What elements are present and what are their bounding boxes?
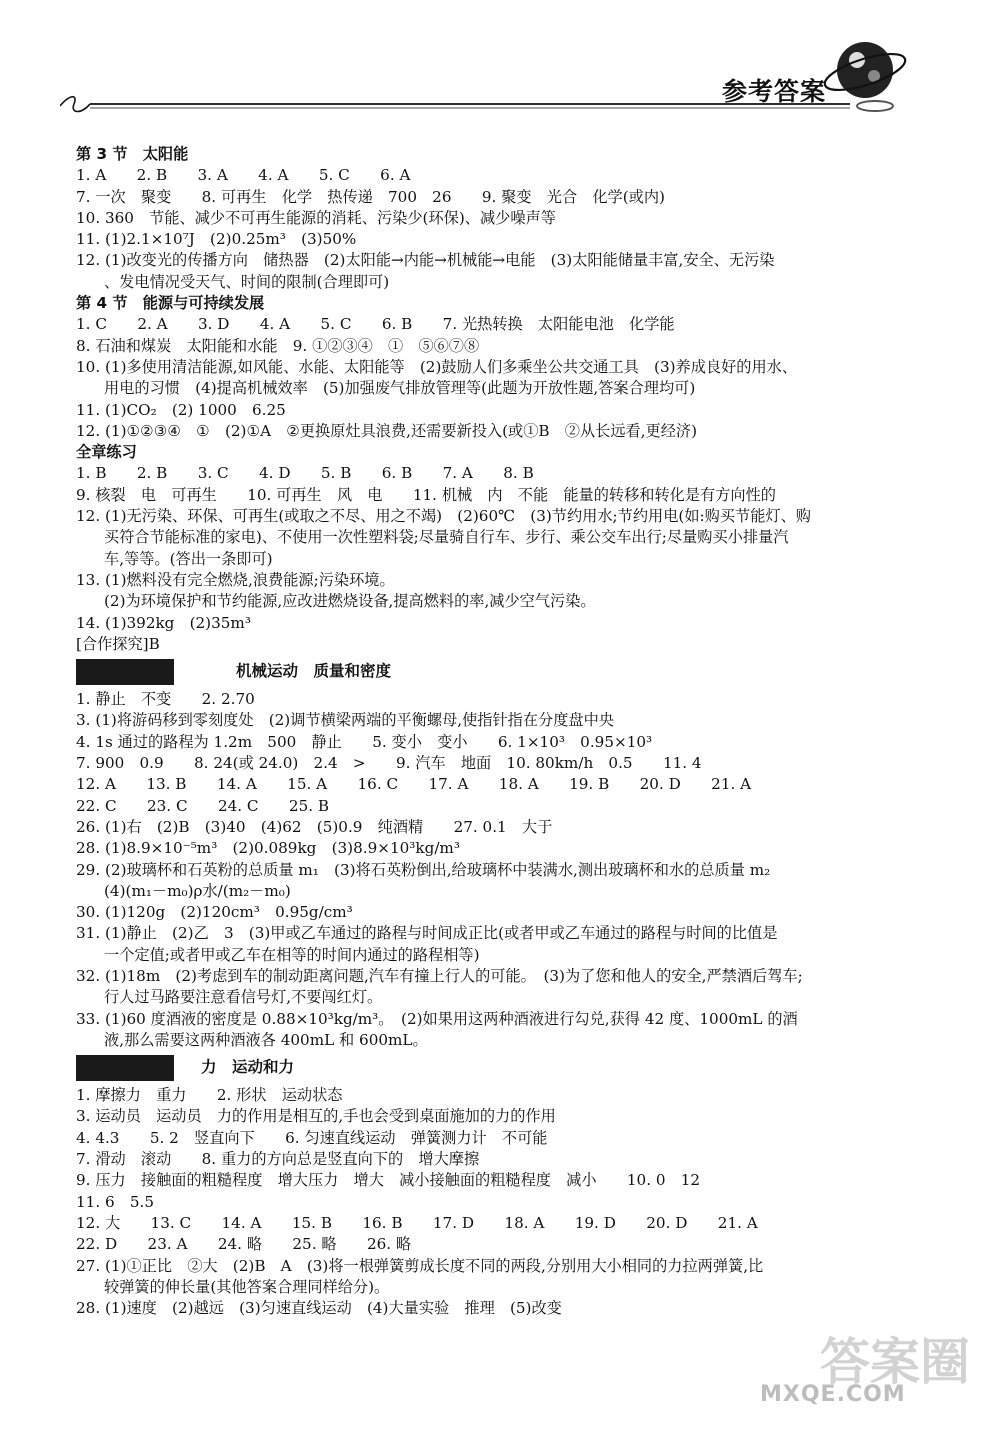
header-title: 参考答案 bbox=[722, 77, 827, 106]
section-heading: 第 4 节 能源与可持续发展 bbox=[76, 294, 265, 313]
answer-line: 行人过马路要注意看信号灯,不要闯红灯。 bbox=[104, 988, 383, 1007]
answer-line: 较弹簧的伸长量(其他答案合理同样给分)。 bbox=[104, 1277, 390, 1296]
answer-line: 4. 1s 通过的路程为 1.2m 500 静止 5. 变小 变小 6. 1×10³ 0.95×10³ bbox=[76, 732, 653, 751]
chapter-banner bbox=[76, 1051, 906, 1085]
answer-line: 22. C 23. C 24. C 25. B bbox=[76, 796, 330, 815]
answer-line: 8. 石油和煤炭 太阳能和水能 9. ①②③④ ① ⑤⑥⑦⑧ bbox=[76, 336, 480, 355]
answer-line: 28. (1)速度 (2)越远 (3)匀速直线运动 (4)大量实验 推理 (5)改变 bbox=[76, 1299, 562, 1318]
answer-line: 12. A 13. B 14. A 15. A 16. C 17. A 18. A 19. B 20. D 21. A bbox=[76, 775, 752, 794]
answer-line: 1. B 2. B 3. C 4. D 5. B 6. B 7. A 8. B bbox=[76, 464, 534, 483]
answer-line: 车,等等。(答出一条即可) bbox=[104, 549, 273, 568]
answer-line: 11. 6 5.5 bbox=[76, 1192, 154, 1211]
answer-line: 28. (1)8.9×10⁻⁵m³ (2)0.089kg (3)8.9×10³kg/m³ bbox=[76, 839, 460, 858]
page-header bbox=[0, 0, 1000, 140]
answer-line: 12. 大 13. C 14. A 15. B 16. B 17. D 18. A 19. D 20. D 21. A bbox=[76, 1213, 758, 1232]
chapter-banner bbox=[76, 655, 906, 689]
globe-icon bbox=[820, 28, 910, 118]
answer-line: 11. (1)CO₂ (2) 1000 6.25 bbox=[76, 400, 286, 419]
answer-line: 用电的习惯 (4)提高机械效率 (5)加强废气排放管理等(此题为开放性题,答案合理均可) bbox=[104, 379, 696, 398]
answer-line: 1. 摩擦力 重力 2. 形状 运动状态 bbox=[76, 1086, 343, 1105]
answer-line: 13. (1)燃料没有完全燃烧,浪费能源;污染环境。 bbox=[76, 570, 395, 589]
answer-line: 一个定值;或者甲或乙车在相等的时间内通过的路程相等) bbox=[104, 945, 480, 964]
answer-line: 7. 滑动 滚动 8. 重力的方向总是竖直向下的 增大摩擦 bbox=[76, 1150, 480, 1169]
answer-line: 10. (1)多使用清洁能源,如风能、水能、太阳能等 (2)鼓励人们多乘坐公共交通工具 (3)养成良好的用水、 bbox=[76, 357, 798, 376]
answer-line: 22. D 23. A 24. 略 25. 略 26. 略 bbox=[76, 1235, 412, 1254]
answer-line: (4)(m₁－m₀)ρ水/(m₂－m₀) bbox=[104, 881, 291, 900]
answer-line: 7. 900 0.9 8. 24(或 24.0) 2.4 > 9. 汽车 地面 10. 80km/h 0.5 11. 4 bbox=[76, 754, 702, 773]
answer-line: 1. C 2. A 3. D 4. A 5. C 6. B 7. 光热转换 太阳能电池 化学能 bbox=[76, 315, 675, 334]
answer-line: 30. (1)120g (2)120cm³ 0.95g/cm³ bbox=[76, 903, 353, 922]
answer-line: 26. (1)右 (2)B (3)40 (4)62 (5)0.9 纯酒精 27. 0.1 大于 bbox=[76, 817, 553, 836]
answer-line: 27. (1)①正比 ②大 (2)B A (3)将一根弹簧剪成长度不同的两段,分别用大小相同的力拉两弹簧,比 bbox=[76, 1256, 764, 1275]
answer-line: 10. 360 节能、减少不可再生能源的消耗、污染少(环保)、减少噪声等 bbox=[76, 208, 556, 227]
chapter-title: 机械运动 质量和密度 bbox=[236, 662, 392, 681]
answer-line: 液,那么需要这两种酒液各 400mL 和 600mL。 bbox=[104, 1030, 428, 1049]
answer-line: 4. 4.3 5. 2 竖直向下 6. 匀速直线运动 弹簧测力计 不可能 bbox=[76, 1128, 548, 1147]
answer-line: 12. (1)改变光的传播方向 储热器 (2)太阳能→内能→机械能→电能 (3)太阳能储量丰富,安全、无污染 bbox=[76, 251, 775, 270]
answer-line: 1. 静止 不变 2. 2.70 bbox=[76, 690, 255, 709]
answer-line: 12. (1)①②③④ ① (2)①A ②更换原灶具浪费,还需要新投入(或①B ②从长远看,更经济) bbox=[76, 421, 698, 440]
answer-line: 29. (2)玻璃杯和石英粉的总质量 m₁ (3)将石英粉倒出,给玻璃杯中装满水,测出玻璃杯和水的总质量 m₂ bbox=[76, 860, 771, 879]
answer-line: 7. 一次 聚变 8. 可再生 化学 热传递 700 26 9. 聚变 光合 化学(或内) bbox=[76, 187, 665, 206]
watermark-logo: 答案圈 bbox=[820, 1333, 970, 1391]
answer-content bbox=[76, 144, 906, 1319]
answer-line: 9. 核裂 电 可再生 10. 可再生 风 电 11. 机械 内 不能 能量的转移和转化是有方向性的 bbox=[76, 485, 776, 504]
watermark-site: MXQE.COM bbox=[760, 1382, 906, 1407]
answer-line: [合作探究]B bbox=[76, 634, 160, 653]
chapter-banner-bar bbox=[76, 1055, 174, 1081]
answer-line: 12. (1)无污染、环保、可再生(或取之不尽、用之不竭) (2)60℃ (3)节约用水;节约用电(如:购买节能灯、购 bbox=[76, 507, 811, 526]
answer-line: 3. (1)将游码移到零刻度处 (2)调节横梁两端的平衡螺母,使指针指在分度盘中央 bbox=[76, 711, 614, 730]
answer-line: 31. (1)静止 (2)乙 3 (3)甲或乙车通过的路程与时间成正比(或者甲或乙车通过的路程与时间的比值是 bbox=[76, 924, 778, 943]
answer-line: 、发电情况受天气、时间的限制(合理即可) bbox=[104, 272, 390, 291]
chapter-title: 力 运动和力 bbox=[201, 1058, 295, 1077]
answer-line: 3. 运动员 运动员 力的作用是相互的,手也会受到桌面施加的力的作用 bbox=[76, 1107, 556, 1126]
answer-line: 11. (1)2.1×10⁷J (2)0.25m³ (3)50% bbox=[76, 230, 357, 249]
answer-line: 买符合节能标准的家电)、不使用一次性塑料袋;尽量骑自行车、步行、乘公交车出行;尽量购买小排量汽 bbox=[104, 528, 789, 547]
chapter-banner-bar bbox=[76, 659, 174, 685]
answer-line: 32. (1)18m (2)考虑到车的制动距离问题,汽车有撞上行人的可能。 (3)为了您和他人的安全,严禁酒后驾车; bbox=[76, 966, 803, 985]
section-heading: 全章练习 bbox=[76, 443, 137, 462]
answer-line: 14. (1)392kg (2)35m³ bbox=[76, 613, 251, 632]
answer-line: 1. A 2. B 3. A 4. A 5. C 6. A bbox=[76, 166, 411, 185]
section-heading: 第 3 节 太阳能 bbox=[76, 145, 189, 163]
answer-line: 9. 压力 接触面的粗糙程度 增大压力 增大 减小接触面的粗糙程度 减小 10. 0 12 bbox=[76, 1171, 701, 1190]
answer-line: 33. (1)60 度酒液的密度是 0.88×10³kg/m³。 (2)如果用这两种酒液进行勾兑,获得 42 度、1000mL 的酒 bbox=[76, 1009, 798, 1028]
answer-line: (2)为环境保护和节约能源,应改进燃烧设备,提高燃料的率,减少空气污染。 bbox=[104, 592, 596, 611]
